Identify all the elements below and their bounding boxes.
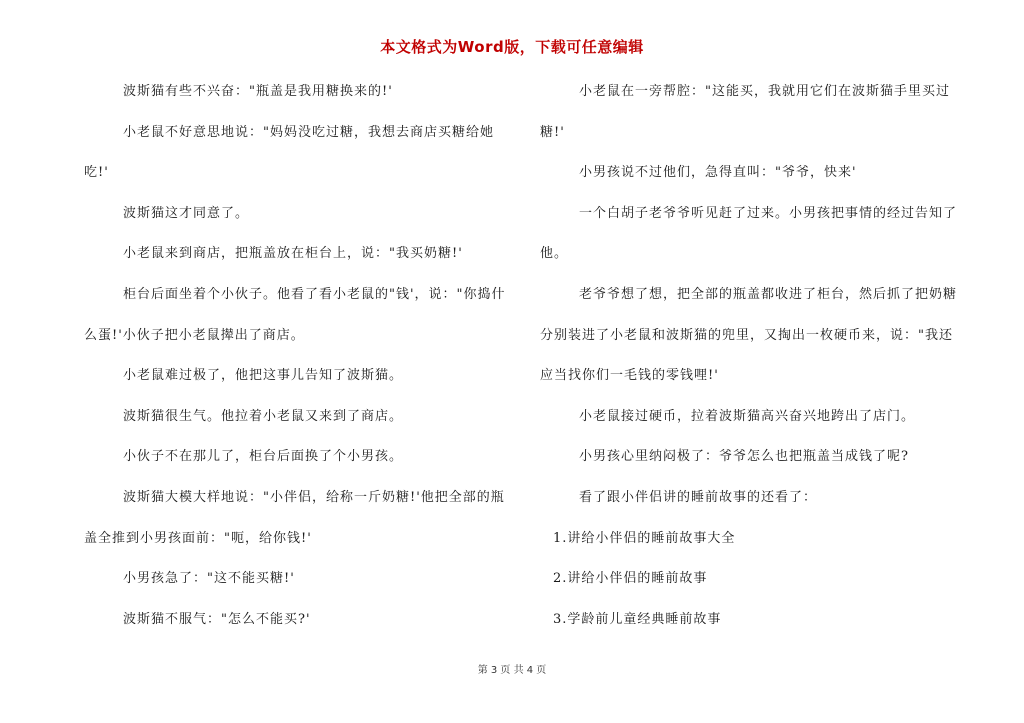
- paragraph: 看了跟小伴侣讲的睡前故事的还看了：: [579, 489, 818, 505]
- page-header-title: 本文格式为Word版，下载可任意编辑: [380, 38, 644, 56]
- paragraph: 小伙子不在那儿了，柜台后面换了个小男孩。: [123, 449, 404, 465]
- paragraph: 小男孩说不过他们，急得直叫："爷爷，快来': [579, 165, 857, 181]
- related-list-item: 3.学龄前儿童经典睡前故事: [553, 611, 722, 627]
- paragraph: 波斯猫不服气："怎么不能买?': [123, 611, 311, 627]
- paragraph: 小老鼠在一旁帮腔："这能买，我就用它们在波斯猫手里买过糖!': [540, 84, 950, 140]
- left-column: [84, 72, 514, 640]
- right-column: [540, 72, 960, 640]
- paragraph: 小男孩心里纳闷极了：爷爷怎么也把瓶盖当成钱了呢?: [579, 449, 909, 465]
- related-list-item: 2.讲给小伴侣的睡前故事: [553, 571, 708, 587]
- related-list-item: 1.讲给小伴侣的睡前故事大全: [553, 530, 736, 546]
- paragraph: 老爷爷想了想，把全部的瓶盖都收进了柜台，然后抓了把奶糖分别装进了小老鼠和波斯猫的兜里，又掏出一枚硬币来，说："我还应当找你们一毛钱的零钱哩!': [540, 286, 958, 384]
- paragraph: 波斯猫有些不兴奋："瓶盖是我用糖换来的!': [123, 84, 393, 99]
- paragraph: 小老鼠来到商店，把瓶盖放在柜台上，说："我买奶糖!': [123, 246, 463, 262]
- paragraph: 小男孩急了："这不能买糖!': [123, 571, 295, 587]
- paragraph: 小老鼠难过极了，他把这事儿告知了波斯猫。: [123, 368, 404, 384]
- paragraph: 柜台后面坐着个小伙子。他看了看小老鼠的"钱'，说："你捣什么蛋!'小伙子把小老鼠撵出了商店。: [84, 286, 506, 343]
- paragraph: 波斯猫很生气。他拉着小老鼠又来到了商店。: [123, 408, 404, 424]
- paragraph: 小老鼠不好意思地说："妈妈没吃过糖，我想去商店买糖给她吃!': [84, 124, 494, 181]
- paragraph: 波斯猫这才同意了。: [123, 205, 250, 221]
- page-number: 第 3 页 共 4 页: [477, 665, 547, 676]
- paragraph: 小老鼠接过硬币，拉着波斯猫高兴奋兴地跨出了店门。: [579, 408, 916, 424]
- paragraph: 波斯猫大模大样地说："小伴侣，给称一斤奶糖!'他把全部的瓶盖全推到小男孩面前："呃，给你钱!': [84, 489, 505, 546]
- paragraph: 一个白胡子老爷爷听见赶了过来。小男孩把事情的经过告知了他。: [540, 205, 958, 262]
